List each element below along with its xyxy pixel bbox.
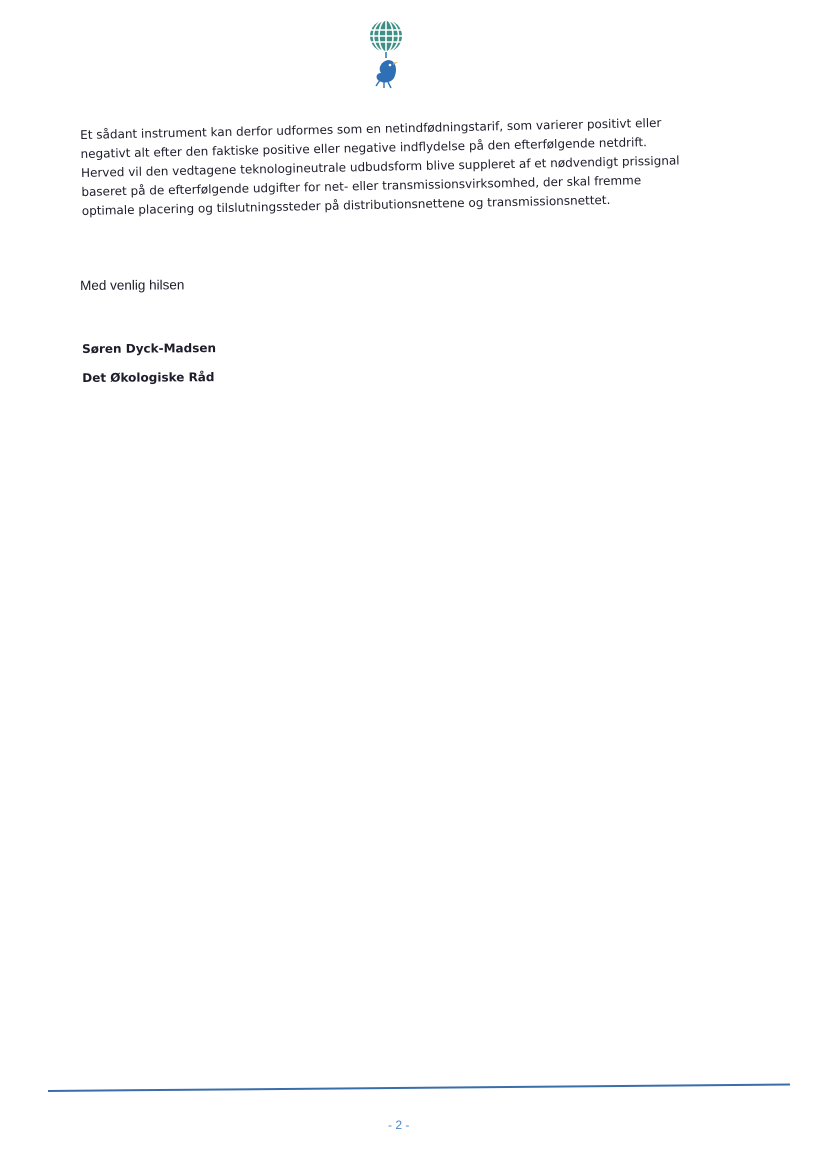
signature-block: [82, 341, 216, 385]
letter-paragraph: [80, 113, 702, 221]
organization-logo: [362, 18, 410, 94]
paragraph-line: Et sådant instrument kan derfor udformes som en netindfødningstarif, som varierer positivt eller: [80, 115, 662, 142]
paragraph-line: negativt alt efter den faktiske positive eller negative indflydelse på den efterfølgende netdrift.: [80, 135, 648, 161]
signer-name: Søren Dyck-Madsen: [82, 341, 217, 356]
paragraph-line: baseret på de efterfølgende udgifter for net- eller transmissionsvirksomhed, der skal fremme: [81, 173, 642, 199]
paragraph-line: Herved vil den vedtagene teknologineutrale udbudsform blive suppleret af et nødvendigt prissignal: [80, 153, 680, 180]
paragraph-line: optimale placering og tilslutningssteder på distributionsnettene og transmissionsnettet.: [81, 192, 611, 218]
globe-bird-icon: [362, 18, 410, 94]
page-number: - 2 -: [388, 1118, 410, 1132]
footer-divider: [48, 1084, 790, 1092]
organization-name: Det Økologiske Råd: [82, 370, 215, 385]
closing-greeting: Med venlig hilsen: [80, 277, 185, 293]
